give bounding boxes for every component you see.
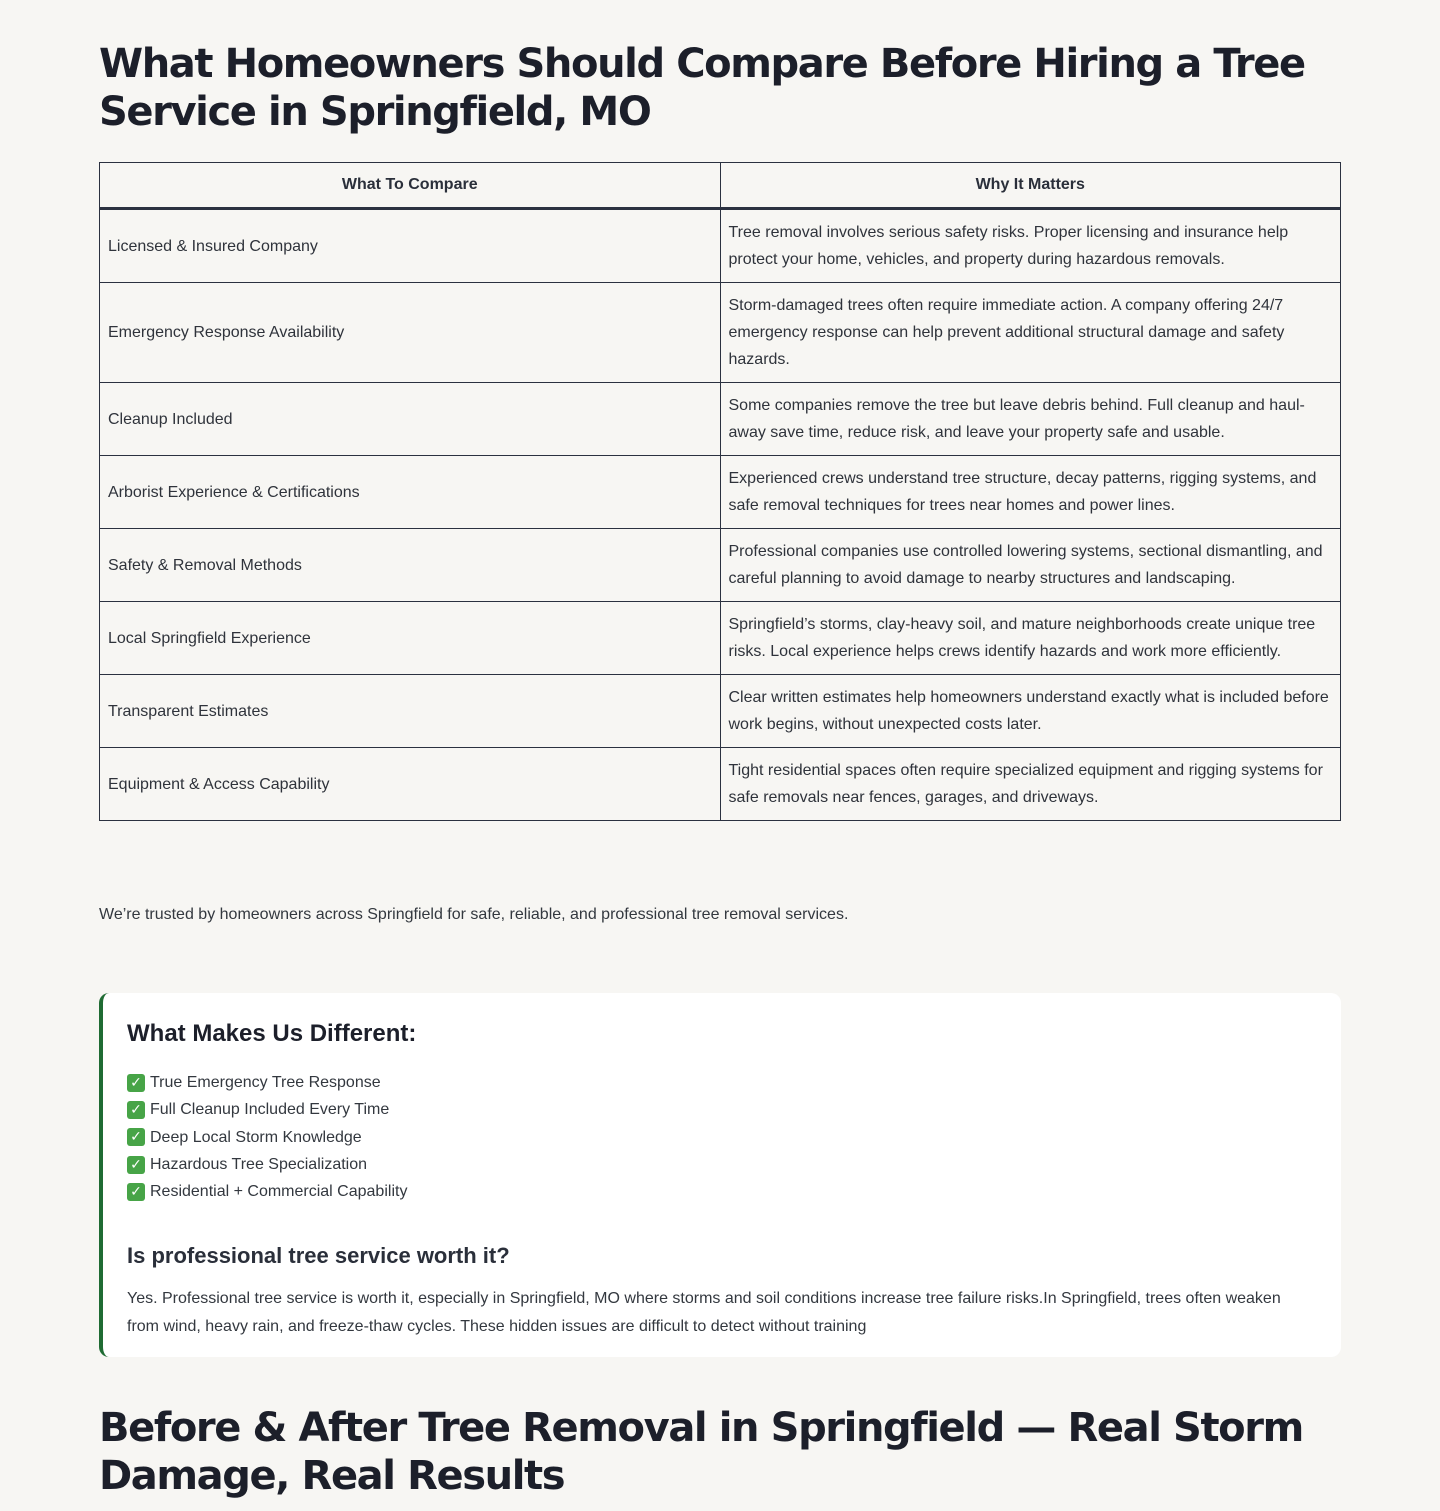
- list-item: [127, 1124, 1317, 1151]
- table-row: [100, 383, 1341, 456]
- why-it-matters-cell: Some companies remove the tree but leave debris behind. Full cleanup and haul-away save time, reduce risk, and leave your property safe and usable.: [720, 383, 1341, 456]
- compare-item-cell: Local Springfield Experience: [100, 602, 721, 675]
- table-row: [100, 456, 1341, 529]
- page-title-block: [99, 40, 1341, 136]
- table-row: [100, 283, 1341, 383]
- compare-item-cell: Emergency Response Availability: [100, 283, 721, 383]
- differences-card: [99, 993, 1341, 1357]
- check-mark-button-icon: ✓: [127, 1128, 145, 1146]
- why-it-matters-cell: Professional companies use controlled lowering systems, sectional dismantling, and careful planning to avoid damage to nearby structures and landscaping.: [720, 529, 1341, 602]
- why-it-matters-cell: Springfield’s storms, clay-heavy soil, and mature neighborhoods create unique tree risks. Local experience helps crews identify hazards and work more efficiently.: [720, 602, 1341, 675]
- list-item-label: Residential + Commercial Capability: [150, 1183, 408, 1201]
- column-header-why-it-matters: Why It Matters: [720, 163, 1341, 209]
- table-row: [100, 529, 1341, 602]
- comparison-table-head: [100, 163, 1341, 209]
- faq-answer: Yes. Professional tree service is worth it, especially in Springfield, MO where storms and soil conditions increase tree failure risks.In Springfield, trees often weaken from wind, heavy rain, and freeze-thaw cycles. These hidden issues are difficult to detect without training: [127, 1290, 1281, 1336]
- list-item-label: True Emergency Tree Response: [150, 1074, 381, 1091]
- compare-item-cell: Licensed & Insured Company: [100, 209, 721, 283]
- list-item: [127, 1096, 1317, 1123]
- table-header-row: [100, 163, 1341, 209]
- table-row: [100, 675, 1341, 748]
- column-header-what-to-compare: What To Compare: [100, 163, 721, 209]
- comparison-table: [99, 162, 1341, 821]
- faq-question: Is professional tree service worth it?: [127, 1243, 510, 1269]
- list-item-label: Full Cleanup Included Every Time: [150, 1101, 390, 1119]
- check-mark-button-icon: ✓: [127, 1183, 145, 1201]
- why-it-matters-cell: Storm-damaged trees often require immediate action. A company offering 24/7 emergency response can help prevent additional structural damage and safety hazards.: [720, 283, 1341, 383]
- check-mark-button-icon: ✓: [127, 1156, 145, 1174]
- table-row: [100, 602, 1341, 675]
- list-item: [127, 1151, 1317, 1178]
- list-item-label: Hazardous Tree Specialization: [150, 1155, 368, 1173]
- check-mark-button-icon: ✓: [127, 1074, 145, 1092]
- compare-item-cell: Cleanup Included: [100, 383, 721, 456]
- compare-item-cell: Transparent Estimates: [100, 675, 721, 748]
- differences-list: [127, 1069, 1317, 1205]
- comparison-table-body: [100, 209, 1341, 821]
- why-it-matters-cell: Tight residential spaces often require specialized equipment and rigging systems for safe removals near fences, garages, and driveways.: [720, 748, 1341, 821]
- list-item: [127, 1069, 1317, 1096]
- page-title: What Homeowners Should Compare Before Hiring a Tree Service in Springfield, MO: [99, 41, 1305, 135]
- check-mark-button-icon: ✓: [127, 1101, 145, 1119]
- compare-item-cell: Equipment & Access Capability: [100, 748, 721, 821]
- why-it-matters-cell: Experienced crews understand tree structure, decay patterns, rigging systems, and safe removal techniques for trees near homes and power lines.: [720, 456, 1341, 529]
- list-item: [127, 1178, 1317, 1205]
- table-row: [100, 209, 1341, 283]
- list-item-label: Deep Local Storm Knowledge: [150, 1128, 362, 1146]
- trust-statement: We’re trusted by homeowners across Springfield for safe, reliable, and professional tree removal services.: [99, 906, 849, 923]
- compare-item-cell: Safety & Removal Methods: [100, 529, 721, 602]
- compare-item-cell: Arborist Experience & Certifications: [100, 456, 721, 529]
- why-it-matters-cell: Tree removal involves serious safety risks. Proper licensing and insurance help protect your home, vehicles, and property during hazardous removals.: [720, 209, 1341, 283]
- differences-heading: What Makes Us Different:: [127, 1020, 417, 1047]
- why-it-matters-cell: Clear written estimates help homeowners understand exactly what is included before work begins, without unexpected costs later.: [720, 675, 1341, 748]
- next-section-title: Before & After Tree Removal in Springfield — Real Storm Damage, Real Results: [99, 1405, 1303, 1499]
- table-row: [100, 748, 1341, 821]
- next-section-title-block: [99, 1404, 1341, 1500]
